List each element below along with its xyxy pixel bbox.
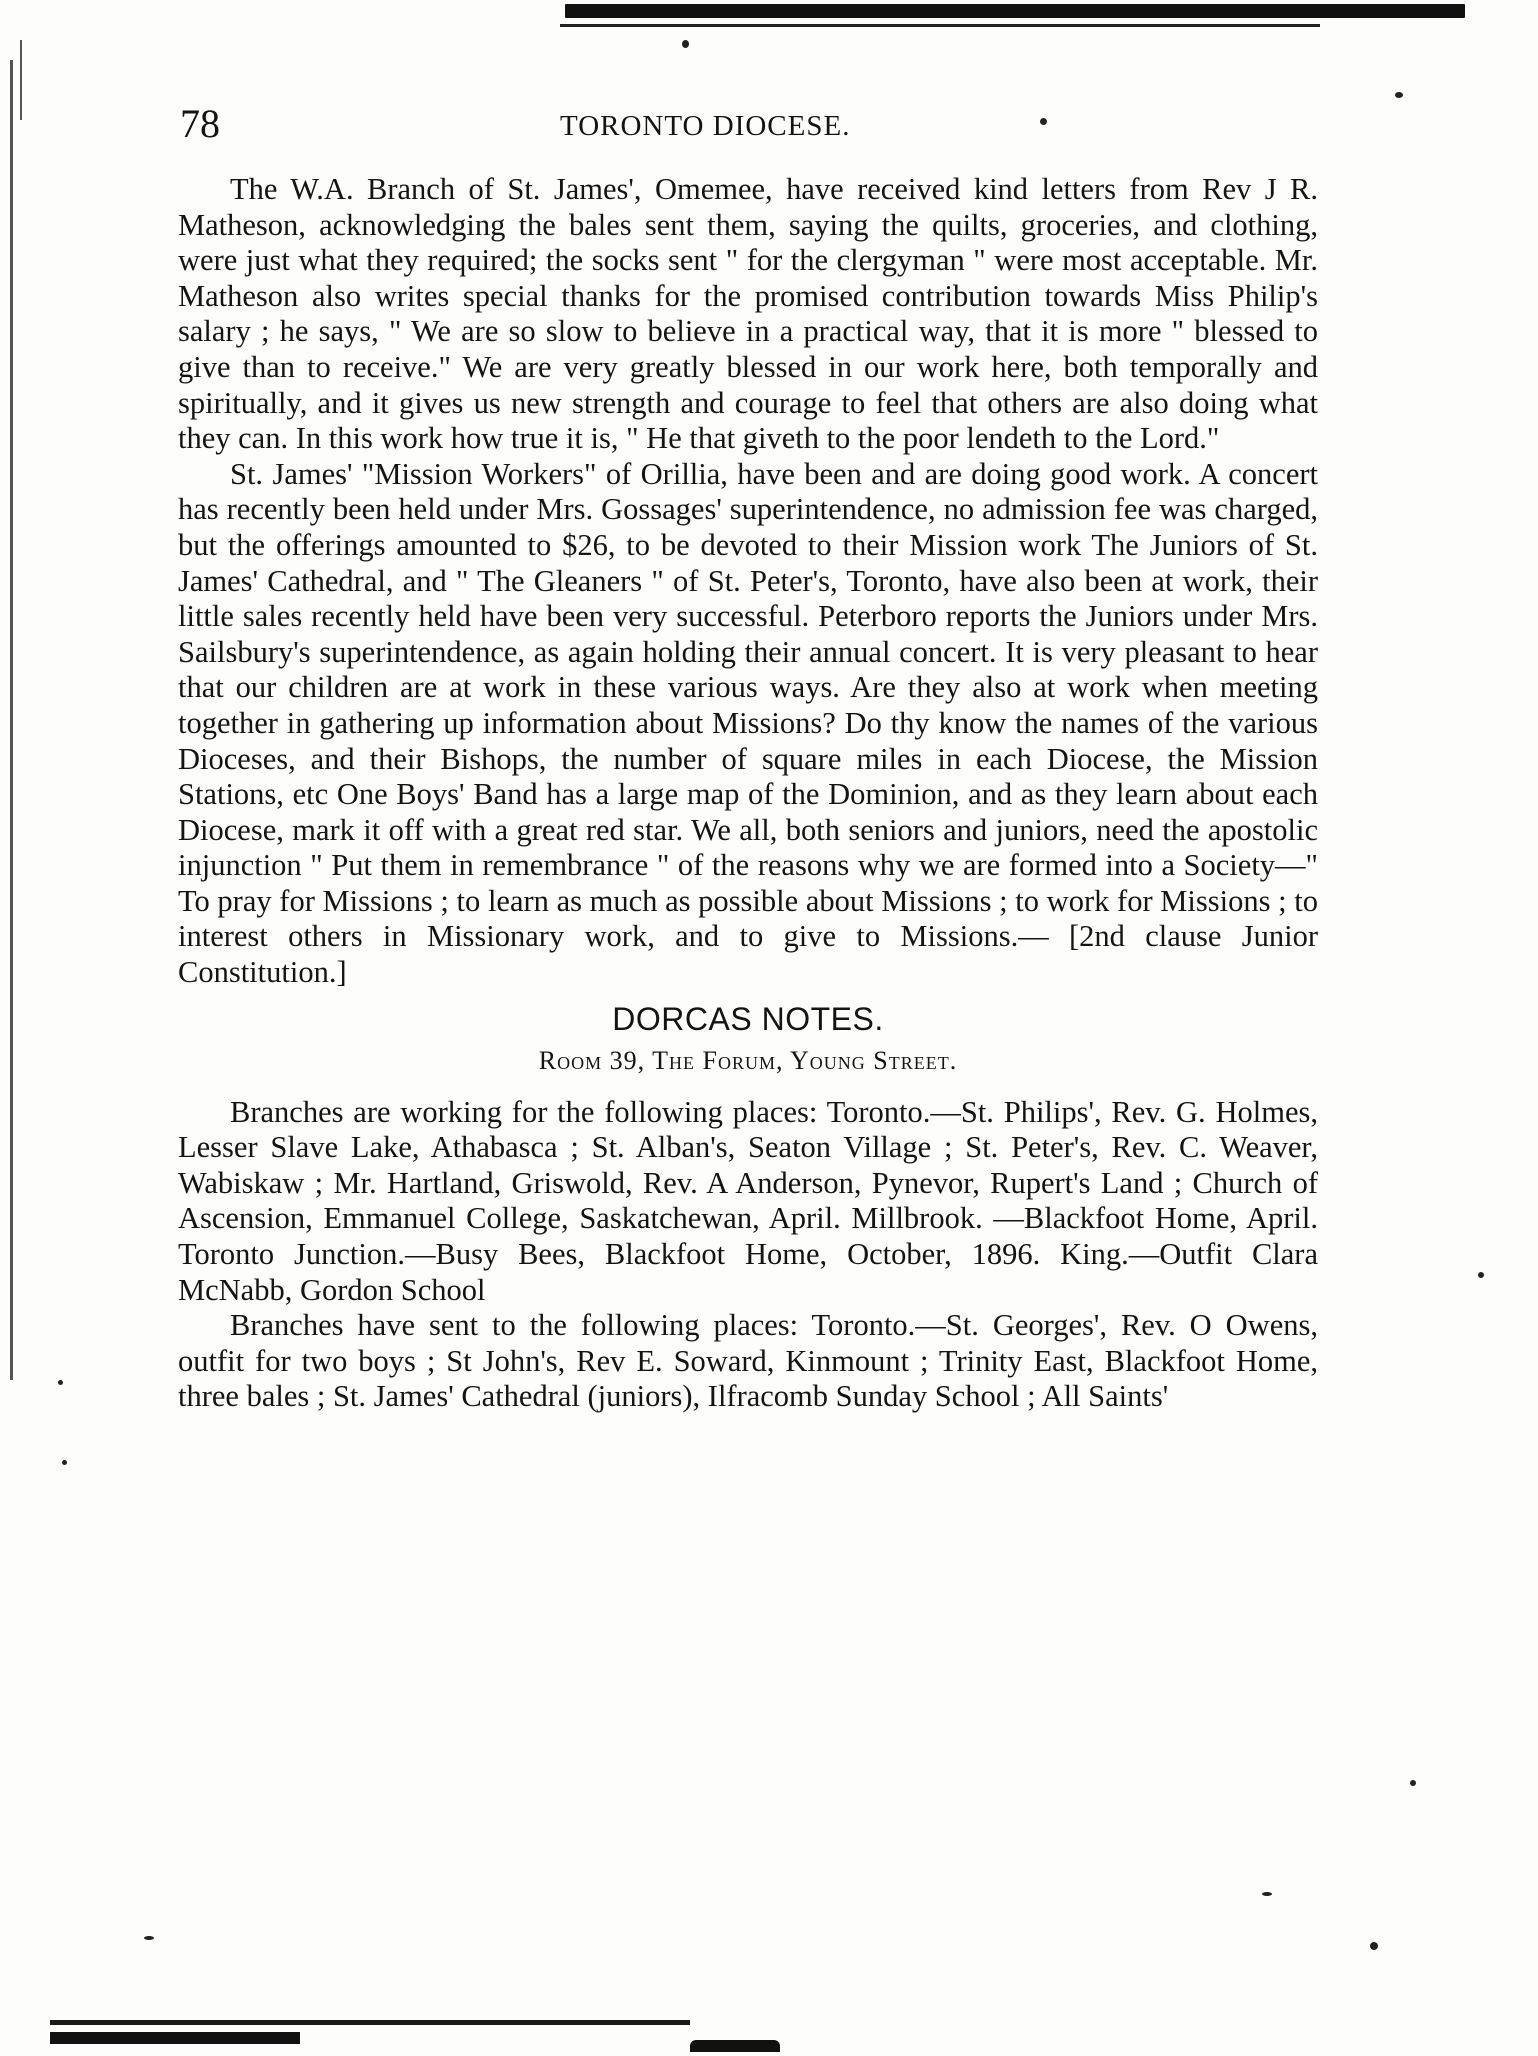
running-head — [180, 101, 1320, 146]
section-subheading: Room 39, The Forum, Young Street. — [538, 1045, 958, 1075]
top-border-rule — [565, 4, 1465, 18]
print-speck — [1262, 1892, 1272, 1896]
print-speck — [682, 40, 689, 48]
paragraph: Branches have sent to the following places: Toronto.—St. Georges', Rev. O Owens, outfit for two boys ; St John's, Rev E. Soward, Kinmount ; Trinity East, Blackfoot Home, three bales ; St. James' Cathedral (juniors), Ilfracomb Sunday School ; All Saints' — [178, 1308, 1318, 1414]
section-heading: DORCAS NOTES. — [612, 1000, 884, 1037]
paragraph: The W.A. Branch of St. James', Omemee, have received kind letters from Rev J R. Matheson, acknowledging the bales sent them, saying the quilts, groceries, and clothing, were just what they required; the socks sent " for the clergyman " were most acceptable. Mr. Matheson also writes special thanks for the promised contribution towards Miss Philip's salary ; he says, " We are so slow to believe in a practical way, that it is more " blessed to give than to receive." We are very greatly blessed in our work here, both temporally and spiritually, and it gives us new strength and courage to feel that others are also doing what they can. In this work how true it is, " He that giveth to the poor lendeth to the Lord." — [178, 172, 1318, 456]
left-margin-line — [10, 60, 13, 1380]
left-margin-mark — [20, 40, 22, 120]
running-title: TORONTO DIOCESE. — [560, 110, 851, 142]
print-speck — [1410, 1780, 1416, 1786]
print-speck — [1370, 1942, 1378, 1950]
page-content — [178, 172, 1318, 1415]
bottom-border-mark — [50, 2032, 300, 2044]
bottom-border-mark — [690, 2040, 780, 2052]
page-number: 78 — [180, 101, 220, 146]
paragraph: St. James' "Mission Workers" of Orillia, have been and are doing good work. A concert has recently been held under Mrs. Gossages' superintendence, no admission fee was charged, but the offerings amounted to $26, to be devoted to their Mission work The Juniors of St. James' Cathedral, and " The Gleaners " of St. Peter's, Toronto, have also been at work, their little sales recently held have been very successful. Peterboro reports the Juniors under Mrs. Sailsbury's superintendence, as again holding their annual concert. It is very pleasant to hear that our children are at work in these various ways. Are they also at work when meeting together in gathering up information about Missions? Do thy know the names of the various Dioceses, and their Bishops, the number of square miles in each Diocese, the Mission Stations, etc One Boys' Band has a large map of the Dominion, and as they learn about each Diocese, mark it off with a great red star. We all, both seniors and juniors, need the apostolic injunction " Put them in remembrance " of the reasons why we are formed into a Society—" To pray for Missions ; to learn as much as possible about Missions ; to work for Missions ; to interest others in Missionary work, and to give to Missions.— [2nd clause Junior Constitution.] — [178, 456, 1318, 990]
top-border-thin-rule — [560, 24, 1320, 27]
print-speck — [62, 1460, 67, 1465]
paragraph: Branches are working for the following places: Toronto.—St. Philips', Rev. G. Holmes, Lesser Slave Lake, Athabasca ; St. Alban's, Seaton Village ; St. Peter's, Rev. C. Weaver, Wabiskaw ; Mr. Hartland, Griswold, Rev. A Anderson, Pynevor, Rupert's Land ; Church of Ascension, Emmanuel College, Saskatchewan, April. Millbrook. —Blackfoot Home, April. Toronto Junction.—Busy Bees, Blackfoot Home, October, 1896. King.—Outfit Clara McNabb, Gordon School — [178, 1094, 1318, 1307]
print-speck — [1478, 1272, 1484, 1278]
print-speck — [144, 1936, 154, 1940]
print-speck — [58, 1380, 63, 1385]
bottom-border-rule — [50, 2020, 690, 2025]
print-speck — [1395, 92, 1403, 98]
